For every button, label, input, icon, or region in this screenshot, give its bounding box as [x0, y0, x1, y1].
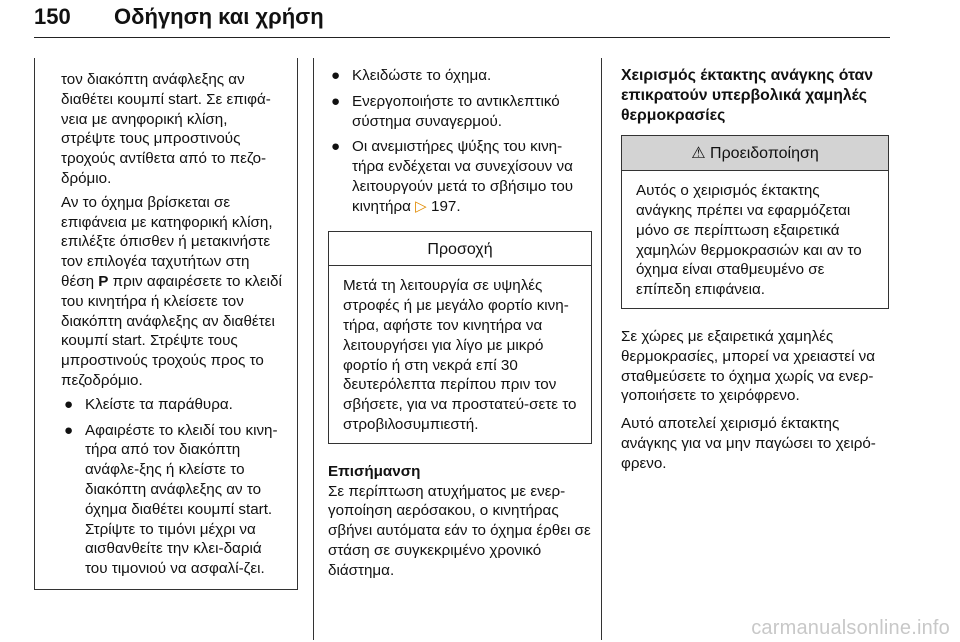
list-item [328, 137, 592, 216]
page-number: 150 [34, 4, 71, 29]
section-heading: Χειρισμός έκτακτης ανάγκης όταν επικρατούν υπερβολικά χαμηλές θερμοκρασίες [621, 67, 874, 124]
bullet-icon: ● [331, 92, 341, 110]
caution-box-body [329, 266, 591, 442]
warning-text: Αυτός ο χειρισμός έκτακτης ανάγκης πρέπει να εφαρμόζεται μόνο σε περίπτωση εξαιρετικά χαμηλών θερμοκρασιών και αν το όχημα είναι σταθμευμένο σε επίπεδη επιφάνεια. [636, 182, 862, 299]
gear-position-p: P [98, 272, 109, 290]
bullet-icon: ● [331, 67, 341, 84]
note-block [328, 462, 592, 581]
body-text [621, 327, 889, 474]
list-item-text: Ενεργοποιήστε το αντικλεπτικό σύστημα συναγερμού. [352, 92, 560, 130]
list-item-text: Οι ανεμιστήρες ψύξης του κινη-τήρα ενδέχεται να συνεχίσουν να λειτουργούν μετά το σβήσιμο του κινητήρα [352, 138, 574, 215]
list-item [328, 66, 592, 86]
list-item-text: Αφαιρέστε το κλειδί του κινη-τήρα από τον διακόπτη ανάφλε-ξης ή κλείστε το διακόπτη ανάφλεξης αν το όχημα διαθέτει κουμπί start. Στρίψτε το τιμόνι μέχρι να αισθανθείτε την κλει-δαριά του τιμονιού να ασφαλί-ζει. [85, 421, 278, 578]
warning-title: Προειδοποίηση [710, 145, 819, 163]
caution-box-title: Προσοχή [329, 232, 591, 267]
bullet-icon: ● [331, 138, 341, 156]
warning-box-body [622, 171, 888, 308]
list-item [61, 395, 283, 415]
continued-caution-body [35, 58, 297, 589]
list-item [328, 92, 592, 132]
paragraph: Αυτό αποτελεί χειρισμό έκτακτης ανάγκης για να μην παγώσει το χειρό-φρενο. [621, 415, 876, 472]
caution-text: Μετά τη λειτουργία σε υψηλές στροφές ή με μεγάλο φορτίο κινη-τήρα, αφήστε τον κινητήρα να λειτουργήσει για λίγο με μικρό φορτίο ή στη νεκρά επί 30 δευτερόλεπτα περίπου πριν τον σβήσετε, για να προστατεύ-σετε το στροβιλοσυμπιεστή. [343, 277, 577, 433]
page-reference-arrow-icon: ▷ [415, 197, 427, 215]
caution-box [328, 231, 592, 444]
list-item-text: Κλειδώστε το όχημα. [352, 67, 492, 84]
list-item [61, 421, 283, 579]
header-rule [34, 37, 890, 38]
paragraph: Σε χώρες με εξαιρετικά χαμηλές θερμοκρασίες, μπορεί να χρειαστεί να σταθμεύσετε το όχημα χωρίς να ενερ-γοποιήσετε το χειρόφρενο. [621, 327, 876, 405]
warning-triangle-icon: ⚠ [691, 145, 706, 163]
column-divider-1 [313, 58, 314, 640]
column-3 [621, 66, 889, 478]
column-1 [34, 58, 298, 590]
page-header [0, 0, 960, 36]
note-text: Σε περίπτωση ατυχήματος με ενερ-γοποίηση αερόσακου, ο κινητήρας σβήνει αυτόματα εάν το όχημα έρθει σε στάση σε συγκεκριμένο χρονικό διάστημα. [328, 482, 591, 579]
column-2 [328, 66, 592, 581]
warning-box [621, 135, 889, 309]
bullet-icon: ● [64, 395, 74, 413]
caution-paragraph [61, 193, 283, 391]
text-run: Αν το όχημα βρίσκεται σε επιφάνεια με κατηφορική κλίση, επιλέξτε όπισθεν ή μετακινήστε τον επιλογέα ταχυτήτων στη θέση [61, 193, 273, 290]
continued-caution-box [34, 58, 298, 590]
watermark: carmanualsonline.info [751, 617, 950, 639]
note-title: Επισήμανση [328, 462, 421, 480]
list-item-text: Κλείστε τα παράθυρα. [85, 395, 233, 413]
page-reference[interactable]: 197. [431, 197, 461, 215]
text-run: πριν αφαιρέσετε το κλειδί του κινητήρα ή κλείσετε τον διακόπτη ανάφλεξης αν διαθέτει κουμπί start. Στρέψτε τους μπροστινούς τροχούς προς το πεζοδρόμιο. [61, 272, 282, 389]
bullet-icon: ● [64, 421, 74, 439]
chapter-title: Οδήγηση και χρήση [114, 4, 324, 29]
caution-paragraph: τον διακόπτη ανάφλεξης αν διαθέτει κουμπί start. Σε επιφά-νεια με ανηφορική κλίση, στρέψτε τους μπροστινούς τροχούς αντίθετα από το πεζο-δρόμιο. [61, 71, 271, 187]
column-divider-2 [601, 58, 602, 640]
warning-box-header [622, 136, 888, 171]
